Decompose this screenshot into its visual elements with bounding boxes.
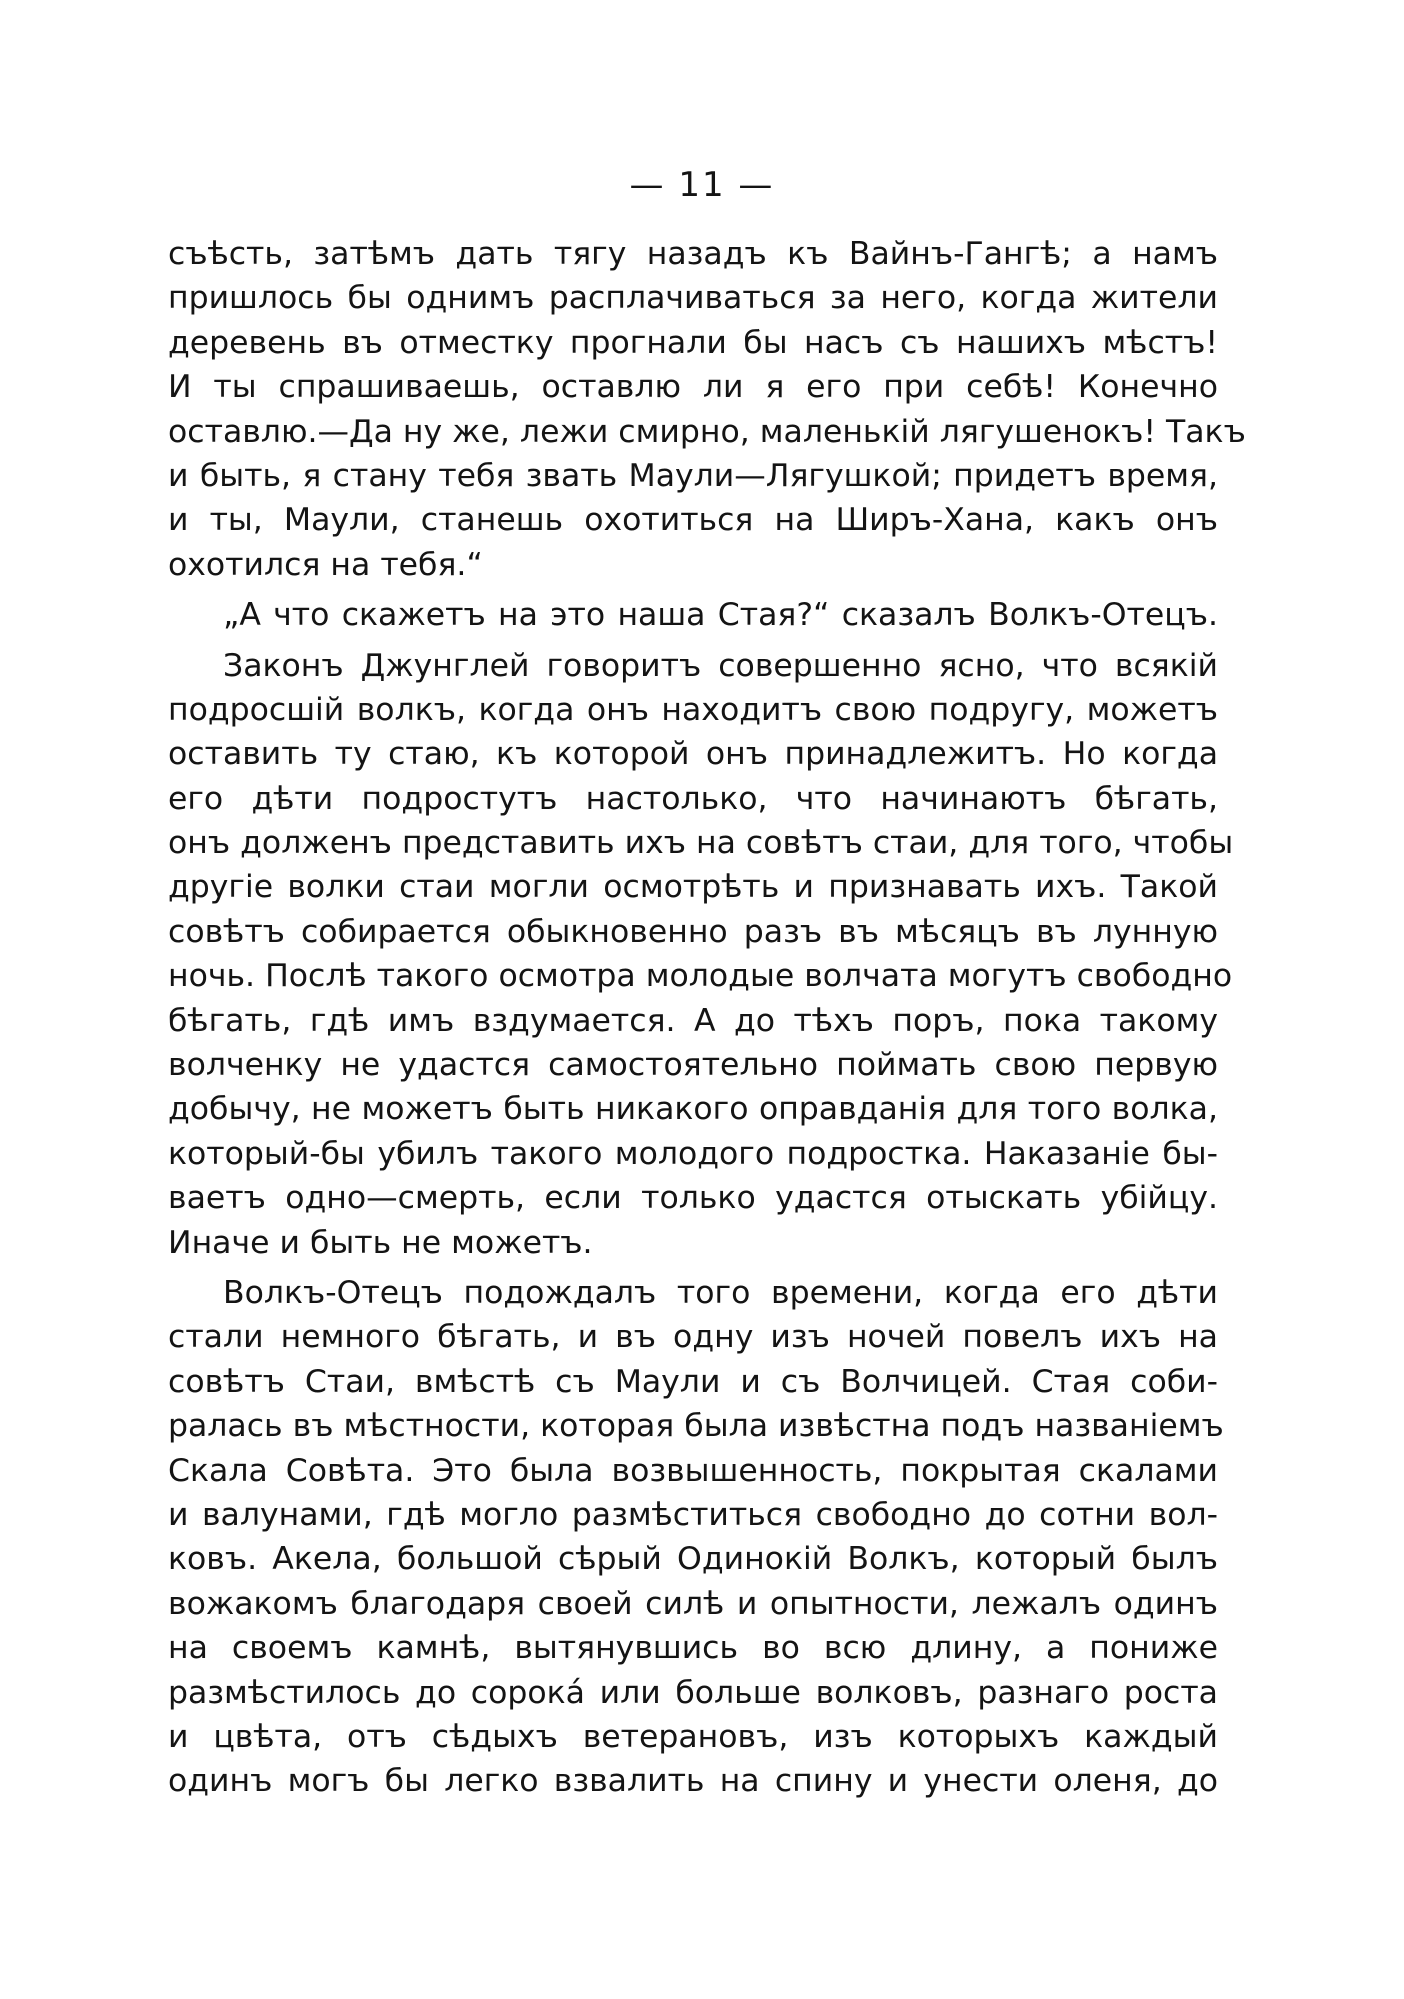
text-line: И ты спрашиваешь, оставлю ли я его при себѣ! Конечно (168, 369, 1218, 406)
text-line: охотился на тебя.“ (168, 546, 483, 583)
text-line: одинъ могъ бы легко взвалить на спину и унести оленя, до (168, 1763, 1218, 1800)
text-line: и ты, Маули, станешь охотиться на Ширъ-Хана, какъ онъ (168, 502, 1218, 539)
text-line: онъ долженъ представить ихъ на совѣтъ стаи, для того, чтобы (168, 825, 1234, 862)
text-line: деревень въ отместку прогнали бы насъ съ нашихъ мѣстъ! (168, 324, 1218, 361)
text-line: совѣтъ собирается обыкновенно разъ въ мѣсяцъ въ лунную (168, 913, 1218, 950)
text-line: волченку не удастся самостоятельно поймать свою первую (168, 1047, 1218, 1084)
text-line: Волкъ-Отецъ подождалъ того времени, когда его дѣти (223, 1274, 1218, 1311)
paragraph-3 (168, 644, 1234, 1265)
text-line: Иначе и быть не можетъ. (168, 1224, 593, 1261)
paragraph-1 (168, 232, 1246, 587)
text-line: и цвѣта, отъ сѣдыхъ ветерановъ, изъ которыхъ каждый (168, 1718, 1218, 1755)
text-line: который-бы убилъ такого молодого подростка. Наказаніе бы- (168, 1135, 1218, 1172)
text-line: ваетъ одно—смерть, если только удастся отыскать убійцу. (168, 1180, 1218, 1217)
text-line: стали немного бѣгать, и въ одну изъ ночей повелъ ихъ на (168, 1319, 1218, 1356)
text-line: на своемъ камнѣ, вытянувшись во всю длину, а пониже (168, 1630, 1218, 1667)
text-line: вожакомъ благодаря своей силѣ и опытности, лежалъ одинъ (168, 1585, 1218, 1622)
text-line: Скала Совѣта. Это была возвышенность, покрытая скалами (168, 1452, 1218, 1489)
text-line: ночь. Послѣ такого осмотра молодые волчата могутъ свободно (168, 958, 1233, 995)
text-line: размѣстилось до сорока́ или больше волковъ, разнаго роста (168, 1674, 1218, 1711)
text-line: съѣсть, затѣмъ дать тягу назадъ къ Вайнъ-Гангѣ; а намъ (168, 236, 1218, 272)
text-line: и быть, я стану тебя звать Маули—Лягушкой; придетъ время, (168, 457, 1218, 494)
text-line: бѣгать, гдѣ имъ вздумается. А до тѣхъ поръ, пока такому (168, 1002, 1218, 1039)
body-text (168, 232, 1246, 1804)
text-line: ралась въ мѣстности, которая была извѣстна подъ названіемъ (168, 1408, 1224, 1445)
page-number: — 11 — (629, 165, 775, 205)
text-line: совѣтъ Стаи, вмѣстѣ съ Маули и съ Волчицей. Стая соби- (168, 1363, 1218, 1400)
text-line: другіе волки стаи могли осмотрѣть и признавать ихъ. Такой (168, 869, 1218, 906)
paragraph-4 (168, 1271, 1224, 1804)
text-line: оставлю.—Да ну же, лежи смирно, маленькій лягушенокъ! Такъ (168, 413, 1246, 450)
text-line: „А что скажетъ на это наша Стая?“ сказалъ Волкъ-Отецъ. (223, 597, 1218, 634)
text-line: и валунами, гдѣ могло размѣститься свободно до сотни вол- (168, 1496, 1218, 1533)
text-line: оставить ту стаю, къ которой онъ принадлежитъ. Но когда (168, 736, 1218, 773)
text-line: Законъ Джунглей говоритъ совершенно ясно, что всякій (223, 647, 1218, 684)
text-line: ковъ. Акела, большой сѣрый Одинокій Волкъ, который былъ (168, 1541, 1218, 1578)
paragraph-2 (168, 593, 1218, 637)
text-line: добычу, не можетъ быть никакого оправданія для того волка, (168, 1091, 1218, 1128)
text-line: его дѣти подростутъ настолько, что начинаютъ бѣгать, (168, 780, 1218, 817)
text-line: подросшій волкъ, когда онъ находитъ свою подругу, можетъ (168, 691, 1218, 728)
text-line: пришлось бы однимъ расплачиваться за него, когда жители (168, 280, 1218, 317)
